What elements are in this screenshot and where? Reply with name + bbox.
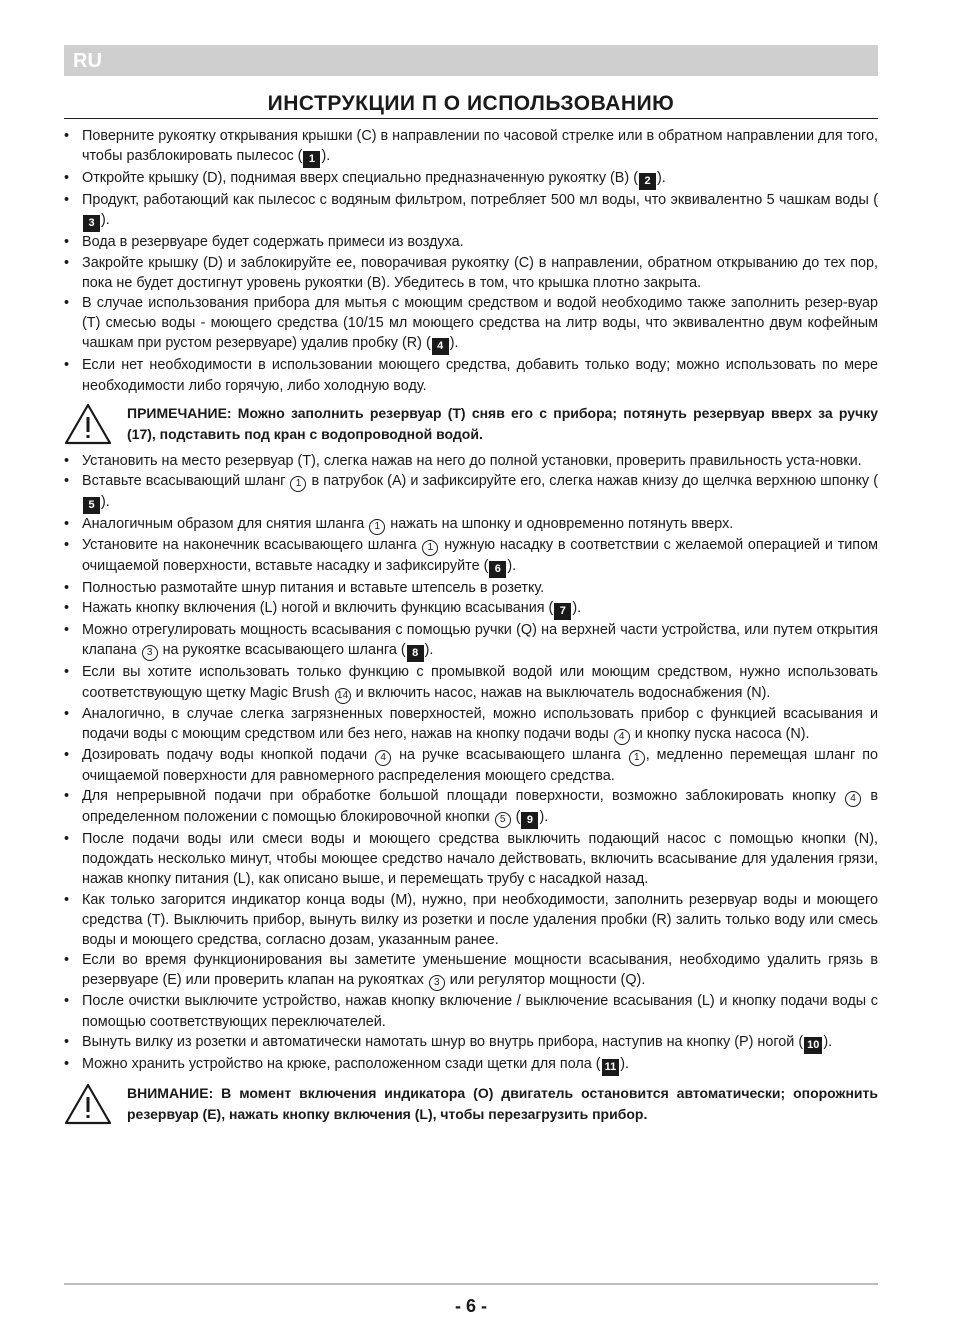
part-number: 1 [290, 476, 306, 492]
part-number: 1 [629, 750, 645, 766]
figure-ref: 3 [83, 215, 100, 232]
part-number: 3 [429, 975, 445, 991]
list-item: • Закройте крышку (D) и заблокируйте ее, поворачивая рукоятку (C) в направлении, обратном открыванию до тех пор, пока не будет достигнут уровень рукоятки (B). Убедитесь в том, что крышка плотно закрыта. [64, 253, 878, 293]
figure-ref: 4 [432, 338, 449, 355]
list-item: • После подачи воды или смеси воды и моющего средства выключить подающий насос с помощью кнопки (N), подождать несколько минут, чтобы моющее средство начало действовать, включить всасывание для удаления грязи, нажав кнопку питания (L), как описано выше, и перемещать трубу с насадкой назад. [64, 829, 878, 890]
part-number: 4 [614, 729, 630, 745]
list-item: • В случае использования прибора для мытья с моющим средством и водой необходимо также заполнить резер-вуар (T) смесью воды - моющего средства (10/15 мл моющего средства на литр воды, что эквивалентно двум кофейным чашкам при рустом резервуаре) удалив пробку (R) ( 4 ). [64, 293, 878, 355]
figure-ref: 2 [639, 173, 656, 190]
part-number: 5 [495, 812, 511, 828]
part-number: 1 [369, 519, 385, 535]
list-item: • Для непрерывной подачи при обработке большой площади поверхности, возможно заблокировать кнопку 4 в определенном положении с помощью блокировочной кнопки 5 ( 9 ). [64, 786, 878, 829]
list-item: • Поверните рукоятку открывания крышки (C) в направлении по часовой стрелке или в обратном направлении для того, чтобы разблокировать пылесос ( 1 ). [64, 126, 878, 168]
note-block [64, 403, 878, 445]
list-item: • Аналогичным образом для снятия шланга 1 нажать на шпонку и одновременно потянуть вверх. [64, 514, 878, 535]
list-item: • Если вы хотите использовать только функцию с промывкой водой или моющим средством, нужно использовать соответствующую щетку Magic Brush 14 и включить насос, нажав на выключатель водоснабжения (N). [64, 662, 878, 703]
part-number: 3 [142, 645, 158, 661]
list-item: • Вода в резервуаре будет содержать примеси из воздуха. [64, 232, 878, 252]
list-item: • Можно хранить устройство на крюке, расположенном сзади щетки для пола ( 11 ). [64, 1054, 878, 1076]
warning-triangle-icon [64, 403, 112, 445]
footer-divider [64, 1283, 878, 1285]
figure-ref: 9 [521, 812, 538, 829]
part-number: 1 [422, 540, 438, 556]
list-item: • Установить на место резервуар (T), слегка нажав на него до полной установки, проверить правильность уста-новки. [64, 451, 878, 471]
part-number: 4 [845, 791, 861, 807]
figure-ref: 11 [602, 1059, 620, 1076]
warning-triangle-icon [64, 1083, 112, 1125]
note-text: ПРИМЕЧАНИЕ: Можно заполнить резервуар (T) сняв его с прибора; потянуть резервуар вверх за ручку (17), подставить под кран с водопроводной водой. [127, 404, 878, 442]
list-item: • Установите на наконечник всасывающего шланга 1 нужную насадку в соответствии с желаемой операцией и типом очищаемой поверхности, вставьте насадку и зафиксируйте ( 6 ). [64, 535, 878, 578]
figure-ref: 6 [489, 561, 506, 578]
warning-block [64, 1083, 878, 1125]
list-item: • Продукт, работающий как пылесос с водяным фильтром, потребляет 500 мл воды, что эквивалентно 5 чашкам воды (3 ). [64, 190, 878, 232]
title-divider [64, 118, 878, 119]
list-item: • После очистки выключите устройство, нажав кнопку включение / выключение всасывания (L) и кнопку подачи воды с помощью соответствующих переключателей. [64, 991, 878, 1031]
list-item: • Полностью размотайте шнур питания и вставьте штепсель в розетку. [64, 578, 878, 598]
instruction-list-1 [64, 126, 878, 396]
language-code: RU [73, 50, 102, 72]
figure-ref: 8 [407, 645, 424, 662]
page-title: ИНСТРУКЦИИ П О ИСПОЛЬЗОВАНИЮ [267, 92, 675, 115]
list-item: • Аналогично, в случае слегка загрязненных поверхностей, можно использовать прибор с функцией всасывания и подачи воды с моющим средством или без него, нажав на кнопку подачи воды 4 и кнопку пуска насоса (N). [64, 704, 878, 745]
list-item: • Можно отрегулировать мощность всасывания с помощью ручки (Q) на верхней части устройства, или путем открытия клапана 3 на рукоятке всасывающего шланга ( 8 ). [64, 620, 878, 662]
list-item: • Если нет необходимости в использовании моющего средства, добавить только воду; можно использовать по мере необходимости либо горячую, либо холодную воду. [64, 355, 878, 395]
list-item: • Нажать кнопку включения (L) ногой и включить функцию всасывания ( 7 ). [64, 598, 878, 620]
figure-ref: 5 [83, 497, 100, 514]
warning-text: ВНИМАНИЕ: В момент включения индикатора (O) двигатель остановится автоматически; опорожнить резервуар (E), нажать кнопку включения (L), чтобы перезагрузить прибор. [127, 1084, 878, 1122]
list-item: • Вставьте всасывающий шланг 1 в патрубок (A) и зафиксируйте его, слегка нажав книзу до щелчка верхнюю шпонку (5 ). [64, 471, 878, 514]
page-number: - 6 - [454, 1296, 487, 1316]
figure-ref: 7 [554, 603, 571, 620]
instructions-content [64, 126, 878, 1131]
list-item: • Вынуть вилку из розетки и автоматически намотать шнур во внутрь прибора, наступив на кнопку (P) ногой ( 10 ). [64, 1032, 878, 1054]
list-item: • Откройте крышку (D), поднимая вверх специально предназначенную рукоятку (B) ( 2 ). [64, 168, 878, 190]
figure-ref: 10 [804, 1037, 822, 1054]
figure-ref: 1 [303, 151, 320, 168]
list-item: • Дозировать подачу воды кнопкой подачи 4 на ручке всасывающего шланга 1 , медленно перемещая шланг по очищаемой поверхности для равномерного распределения моющего средства. [64, 745, 878, 786]
language-bar [64, 45, 878, 76]
list-item: • Если во время функционирования вы заметите уменьшение мощности всасывания, необходимо удалить грязь в резервуаре (E) или проверить клапан на рукоятках 3 или регулятор мощности (Q). [64, 950, 878, 991]
part-number: 4 [375, 750, 391, 766]
list-item: • Как только загорится индикатор конца воды (M), нужно, при необходимости, заполнить резервуар воды и моющего средства (T). Выключить прибор, вынуть вилку из розетки и после удаления пробки (R) залить только воду или смесь воды и моющего средства, согласно дозам, указанным ранее. [64, 890, 878, 951]
instruction-list-2 [64, 451, 878, 1076]
part-number: 14 [335, 688, 351, 704]
